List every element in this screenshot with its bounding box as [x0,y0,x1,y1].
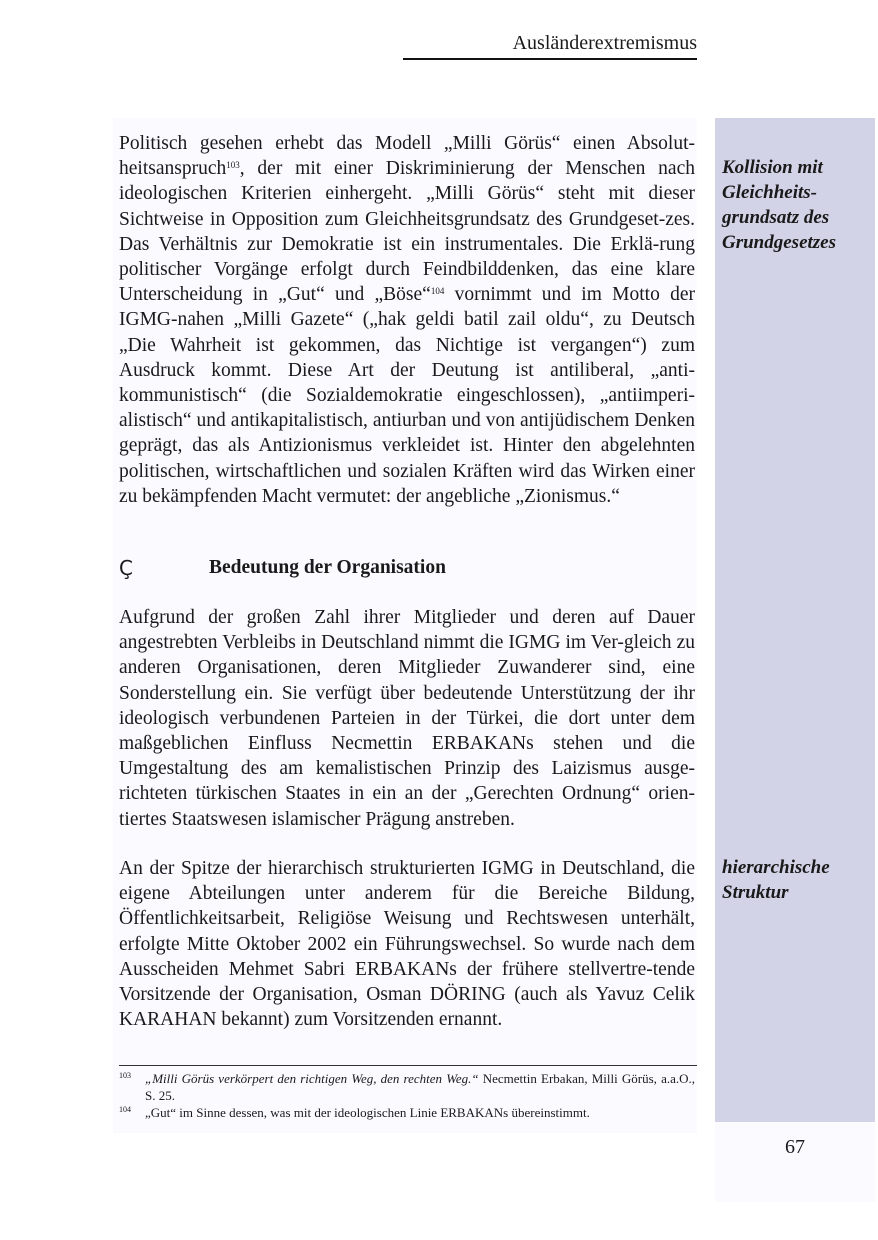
footnote-text: „Gut“ im Sinne dessen, was mit der ideologischen Linie ERBAKANs übereinstimmt. [145,1105,590,1120]
footnote-ref-103: 103 [226,160,240,171]
paragraph-ideology [119,131,695,509]
paragraph-text: Politisch gesehen erhebt das Modell „Milli Görüs“ einen Absolut-heitsanspruch [119,133,695,180]
paragraph-significance: Aufgrund der großen Zahl ihrer Mitglieder und deren auf Dauer angestrebten Verbleibs in Deutschland nimmt die IGMG im Ver-gleich zu anderen Organisationen, deren Mitglieder Zuwanderer sind, eine Sonderstellung ein. Sie verfügt über bedeutende Unterstützung der ihr ideologisch verbundenen Parteien in der Türkei, die dort unter dem maßgeblichen Einfluss Necmettin ERBAKANs stehen und die Umgestaltung des am kemalistischen Prinzip des Laizismus ausge-richteten türkischen Staates in ein an der „Gerechten Ordnung“ orien-tiertes Staatswesen islamischer Prägung anstreben. [119,607,695,830]
section-title: Bedeutung der Organisation [209,557,446,578]
margin-note-collision [722,155,872,255]
paragraph-text: vornimmt und im Motto der IGMG-nahen „Milli Gazete“ („hak geldi batil zail oldu“, zu Deutsch „Die Wahrheit ist gekommen, das Nichtige ist vergangen“) zum Ausdruck kommt. Diese Art der Deutung ist antiliberal, „anti-kommunistisch“ (die Sozialdemokratie eingeschlossen), „antiimperi-alistisch“ und antikapitalistisch, antiurban und von antijüdischem Denken geprägt, das als Antizionismus verkleidet ist. Hinter den abgelehnten politischen, wirtschaftlichen und sozialen Kräften wird das Wirken einer zu bekämpfenden Macht vermutet: der angebliche „Zionismus.“ [119,284,695,507]
footnote-divider [119,1065,697,1066]
paragraph-leadership: An der Spitze der hierarchisch strukturierten IGMG in Deutschland, die eigene Abteilungen unter anderem für die Bereiche Bildung, Öffentlichkeitsarbeit, Religiöse Weisung und Rechtswesen unterhält, erfolgte Mitte Oktober 2002 ein Führungswechsel. So wurde nach dem Ausscheiden Mehmet Sabri ERBAKANs der frühere stellvertre-tende Vorsitzende der Organisation, Osman DÖRING (auch als Yavuz Celik KARAHAN bekannt) zum Vorsitzenden ernannt. [119,858,695,1031]
margin-note-line: hierarchische [722,857,830,878]
running-header: Ausländerextremismus [403,28,697,60]
footnote-quote: „Milli Görüs verkörpert den richtigen Weg, den rechten Weg.“ [145,1071,479,1086]
page-number: 67 [785,1136,805,1158]
margin-note-line: grundsatz des [722,207,830,228]
footnote-ref-104: 104 [430,286,445,297]
footnote-number: 104 [119,1105,131,1114]
section-marker: Ç [119,556,133,580]
margin-note-line: Struktur [722,882,789,903]
footnote-text: Necmettin Erbakan, Milli Görüs, a.a.O., S. 25. [145,1071,695,1103]
margin-note-hierarchy [722,855,872,905]
margin-note-line: Grundgesetzes [722,232,837,253]
footnote-103 [119,1070,695,1104]
margin-note-line: Gleichheits- [722,182,817,203]
margin-note-line: Kollision mit [722,157,823,178]
footnote-104 [119,1104,695,1121]
paragraph-text: , der mit einer Diskriminierung der Menschen nach ideologischen Kriterien einhergeht. „Milli Görüs“ steht mit dieser Sichtweise in Opposition zum Gleichheitsgrundsatz des Grundgeset-zes. Das Verhältnis zur Demokratie ist ein instrumentales. Die Erklä-rung politischer Vorgänge erfolgt durch Feindbilddenken, das eine klare Unterscheidung in „Gut“ und „Böse“ [119,158,695,306]
margin-sidebar [715,118,875,1122]
footnotes [119,1070,695,1121]
footnote-number: 103 [119,1071,131,1080]
page-number-box [715,1122,875,1202]
